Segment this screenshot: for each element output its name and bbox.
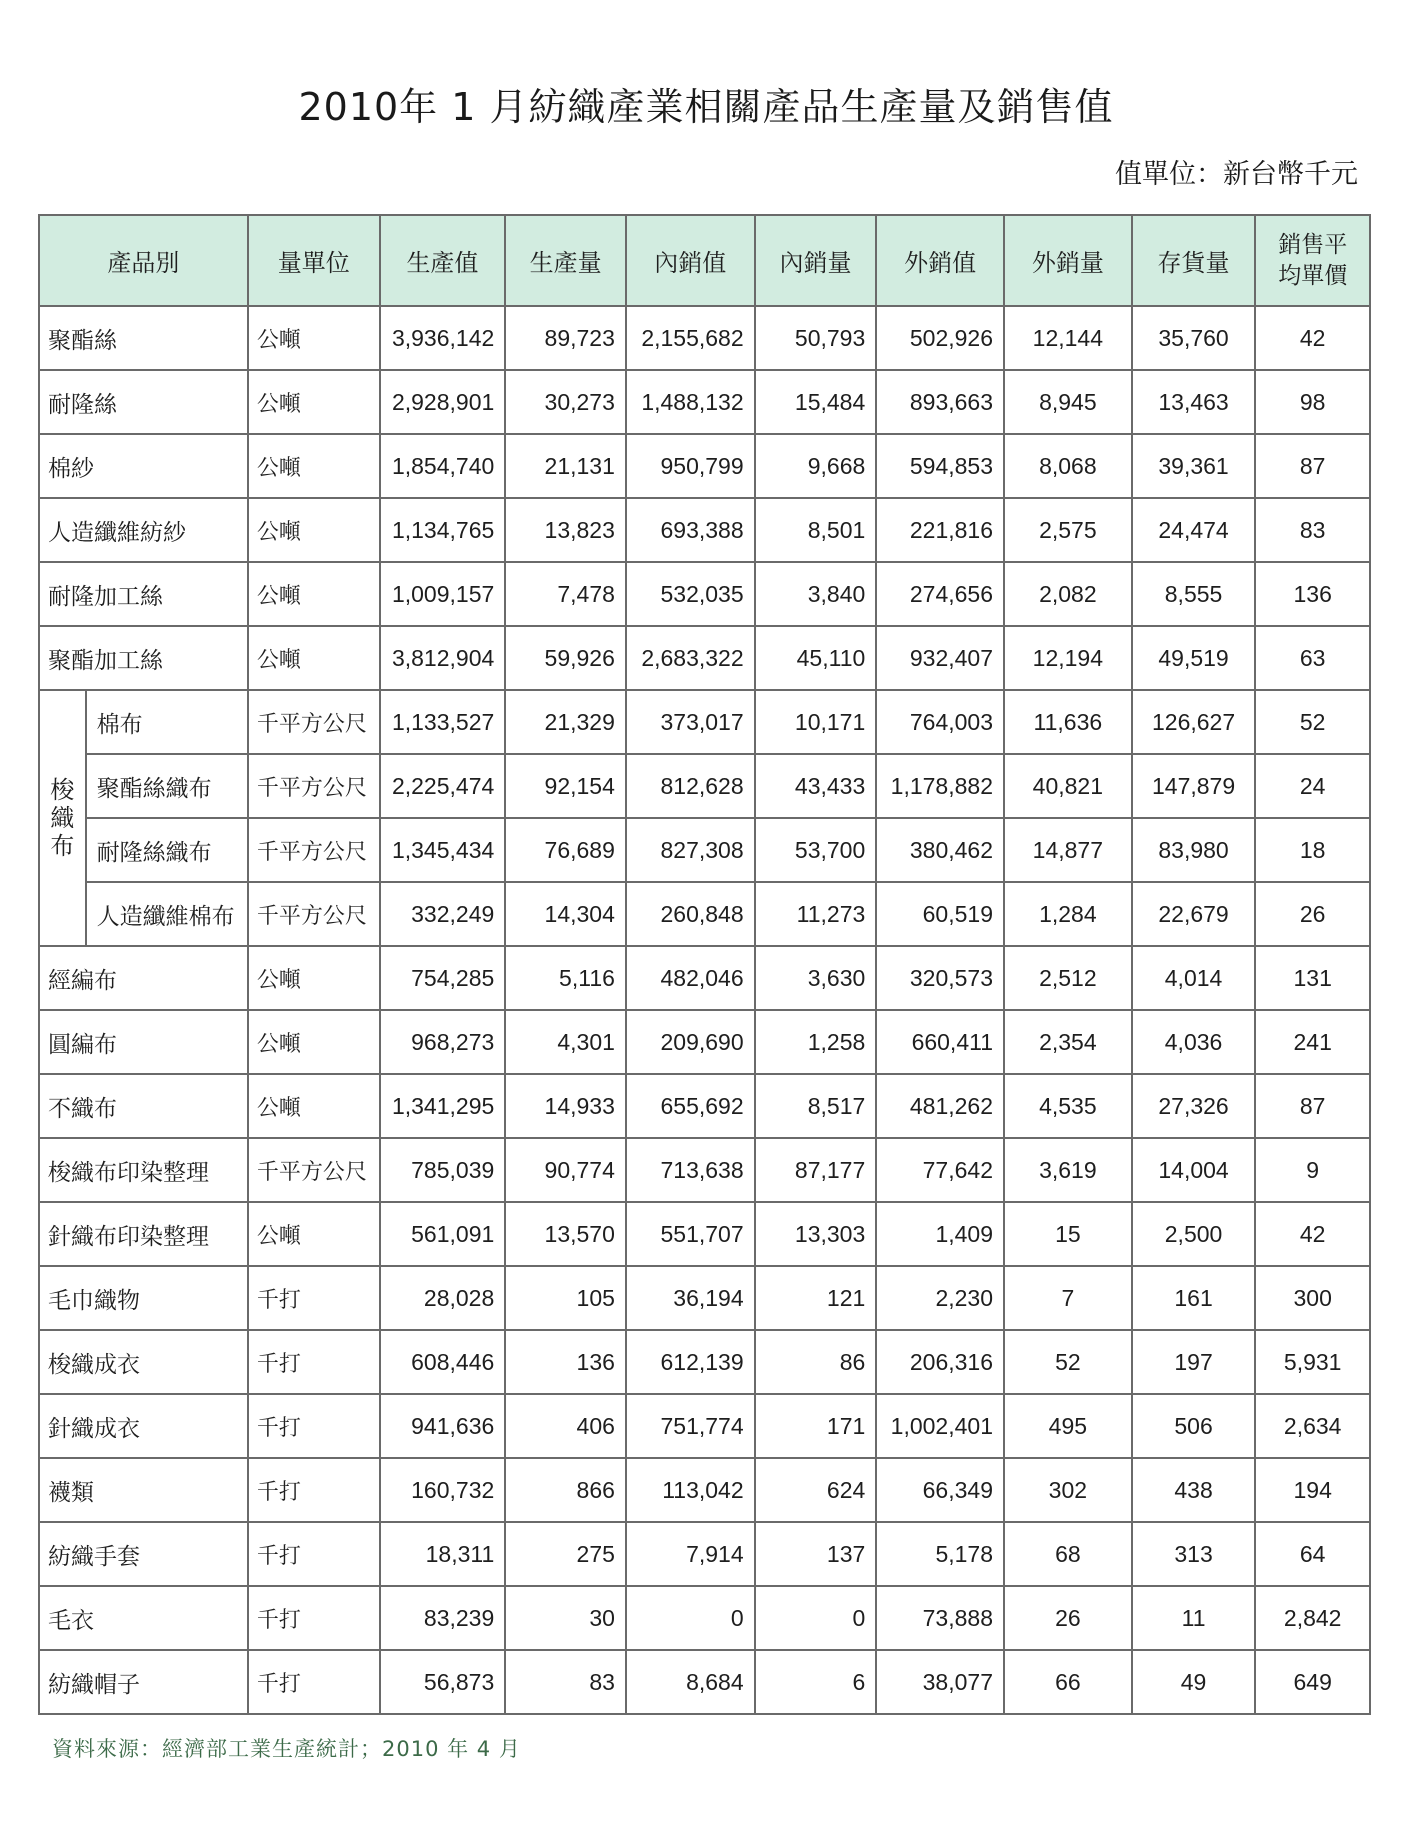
product-name-cell: 聚酯加工絲 bbox=[39, 626, 248, 690]
avg-price-cell: 194 bbox=[1255, 1458, 1370, 1522]
avg-price-cell: 52 bbox=[1255, 690, 1370, 754]
export-value-cell: 38,077 bbox=[876, 1650, 1004, 1714]
production-value-cell: 754,285 bbox=[380, 946, 506, 1010]
product-name-cell: 紡織帽子 bbox=[39, 1650, 248, 1714]
inventory-cell: 4,014 bbox=[1132, 946, 1256, 1010]
production-qty-cell: 13,823 bbox=[505, 498, 626, 562]
table-row bbox=[39, 1586, 1370, 1650]
domestic-qty-cell: 6 bbox=[755, 1650, 877, 1714]
export-qty-cell: 2,575 bbox=[1004, 498, 1132, 562]
unit-cell: 千平方公尺 bbox=[248, 754, 380, 818]
product-name-cell: 經編布 bbox=[39, 946, 248, 1010]
export-qty-cell: 66 bbox=[1004, 1650, 1132, 1714]
product-name-cell: 耐隆絲織布 bbox=[86, 818, 248, 882]
domestic-value-cell: 373,017 bbox=[626, 690, 755, 754]
table-row bbox=[39, 1266, 1370, 1330]
production-value-cell: 83,239 bbox=[380, 1586, 506, 1650]
domestic-value-cell: 2,155,682 bbox=[626, 306, 755, 370]
production-qty-cell: 14,933 bbox=[505, 1074, 626, 1138]
production-qty-cell: 13,570 bbox=[505, 1202, 626, 1266]
domestic-qty-cell: 87,177 bbox=[755, 1138, 877, 1202]
table-row bbox=[39, 1394, 1370, 1458]
inventory-cell: 24,474 bbox=[1132, 498, 1256, 562]
product-name-cell: 耐隆加工絲 bbox=[39, 562, 248, 626]
production-value-cell: 160,732 bbox=[380, 1458, 506, 1522]
unit-cell: 公噸 bbox=[248, 1202, 380, 1266]
header-inventory: 存貨量 bbox=[1132, 215, 1256, 306]
export-qty-cell: 2,354 bbox=[1004, 1010, 1132, 1074]
domestic-value-cell: 260,848 bbox=[626, 882, 755, 946]
export-qty-cell: 3,619 bbox=[1004, 1138, 1132, 1202]
production-qty-cell: 30,273 bbox=[505, 370, 626, 434]
production-value-cell: 3,936,142 bbox=[380, 306, 506, 370]
avg-price-cell: 300 bbox=[1255, 1266, 1370, 1330]
domestic-value-cell: 0 bbox=[626, 1586, 755, 1650]
production-qty-cell: 866 bbox=[505, 1458, 626, 1522]
unit-cell: 千打 bbox=[248, 1330, 380, 1394]
product-name-cell: 聚酯絲織布 bbox=[86, 754, 248, 818]
inventory-cell: 22,679 bbox=[1132, 882, 1256, 946]
production-qty-cell: 4,301 bbox=[505, 1010, 626, 1074]
avg-price-cell: 42 bbox=[1255, 1202, 1370, 1266]
production-value-cell: 1,133,527 bbox=[380, 690, 506, 754]
production-qty-cell: 21,329 bbox=[505, 690, 626, 754]
export-qty-cell: 4,535 bbox=[1004, 1074, 1132, 1138]
domestic-qty-cell: 43,433 bbox=[755, 754, 877, 818]
header-domestic-qty: 內銷量 bbox=[755, 215, 877, 306]
table-row bbox=[39, 882, 1370, 946]
production-value-cell: 2,928,901 bbox=[380, 370, 506, 434]
avg-price-cell: 64 bbox=[1255, 1522, 1370, 1586]
unit-cell: 公噸 bbox=[248, 434, 380, 498]
production-value-cell: 2,225,474 bbox=[380, 754, 506, 818]
avg-price-cell: 87 bbox=[1255, 1074, 1370, 1138]
table-row bbox=[39, 1010, 1370, 1074]
domestic-qty-cell: 3,840 bbox=[755, 562, 877, 626]
domestic-qty-cell: 50,793 bbox=[755, 306, 877, 370]
production-qty-cell: 136 bbox=[505, 1330, 626, 1394]
production-value-cell: 56,873 bbox=[380, 1650, 506, 1714]
export-qty-cell: 495 bbox=[1004, 1394, 1132, 1458]
avg-price-cell: 87 bbox=[1255, 434, 1370, 498]
domestic-value-cell: 827,308 bbox=[626, 818, 755, 882]
export-qty-cell: 26 bbox=[1004, 1586, 1132, 1650]
domestic-qty-cell: 8,501 bbox=[755, 498, 877, 562]
domestic-value-cell: 7,914 bbox=[626, 1522, 755, 1586]
domestic-value-cell: 751,774 bbox=[626, 1394, 755, 1458]
domestic-qty-cell: 45,110 bbox=[755, 626, 877, 690]
avg-price-cell: 649 bbox=[1255, 1650, 1370, 1714]
domestic-value-cell: 36,194 bbox=[626, 1266, 755, 1330]
export-value-cell: 502,926 bbox=[876, 306, 1004, 370]
production-value-cell: 1,134,765 bbox=[380, 498, 506, 562]
domestic-value-cell: 113,042 bbox=[626, 1458, 755, 1522]
data-table-container bbox=[38, 214, 1371, 1715]
production-qty-cell: 14,304 bbox=[505, 882, 626, 946]
production-qty-cell: 90,774 bbox=[505, 1138, 626, 1202]
inventory-cell: 313 bbox=[1132, 1522, 1256, 1586]
production-qty-cell: 30 bbox=[505, 1586, 626, 1650]
unit-cell: 公噸 bbox=[248, 498, 380, 562]
source-note: 資料來源：經濟部工業生產統計；2010 年 4 月 bbox=[52, 1737, 521, 1761]
header-avg-price-line1: 銷售平 bbox=[1278, 231, 1348, 258]
inventory-cell: 8,555 bbox=[1132, 562, 1256, 626]
production-value-cell: 1,341,295 bbox=[380, 1074, 506, 1138]
production-qty-cell: 83 bbox=[505, 1650, 626, 1714]
domestic-value-cell: 482,046 bbox=[626, 946, 755, 1010]
table-row bbox=[39, 434, 1370, 498]
export-qty-cell: 8,945 bbox=[1004, 370, 1132, 434]
header-avg-price bbox=[1255, 215, 1370, 306]
production-qty-cell: 105 bbox=[505, 1266, 626, 1330]
domestic-qty-cell: 8,517 bbox=[755, 1074, 877, 1138]
export-value-cell: 1,178,882 bbox=[876, 754, 1004, 818]
export-value-cell: 660,411 bbox=[876, 1010, 1004, 1074]
domestic-qty-cell: 0 bbox=[755, 1586, 877, 1650]
domestic-value-cell: 612,139 bbox=[626, 1330, 755, 1394]
domestic-qty-cell: 171 bbox=[755, 1394, 877, 1458]
production-qty-cell: 76,689 bbox=[505, 818, 626, 882]
export-value-cell: 380,462 bbox=[876, 818, 1004, 882]
table-row bbox=[39, 562, 1370, 626]
inventory-cell: 83,980 bbox=[1132, 818, 1256, 882]
domestic-qty-cell: 86 bbox=[755, 1330, 877, 1394]
production-value-cell: 561,091 bbox=[380, 1202, 506, 1266]
table-row bbox=[39, 1650, 1370, 1714]
table-row bbox=[39, 1330, 1370, 1394]
domestic-value-cell: 209,690 bbox=[626, 1010, 755, 1074]
export-value-cell: 206,316 bbox=[876, 1330, 1004, 1394]
inventory-cell: 49 bbox=[1132, 1650, 1256, 1714]
export-value-cell: 2,230 bbox=[876, 1266, 1004, 1330]
unit-cell: 千打 bbox=[248, 1586, 380, 1650]
export-value-cell: 1,002,401 bbox=[876, 1394, 1004, 1458]
export-value-cell: 66,349 bbox=[876, 1458, 1004, 1522]
header-avg-price-line2: 均單價 bbox=[1278, 262, 1348, 289]
table-row bbox=[39, 754, 1370, 818]
unit-cell: 公噸 bbox=[248, 946, 380, 1010]
inventory-cell: 161 bbox=[1132, 1266, 1256, 1330]
production-value-cell: 1,854,740 bbox=[380, 434, 506, 498]
product-name-cell: 毛衣 bbox=[39, 1586, 248, 1650]
domestic-qty-cell: 121 bbox=[755, 1266, 877, 1330]
header-production-value: 生產值 bbox=[380, 215, 506, 306]
inventory-cell: 35,760 bbox=[1132, 306, 1256, 370]
table-row bbox=[39, 1522, 1370, 1586]
domestic-value-cell: 713,638 bbox=[626, 1138, 755, 1202]
product-name-cell: 梭織布印染整理 bbox=[39, 1138, 248, 1202]
export-qty-cell: 7 bbox=[1004, 1266, 1132, 1330]
export-qty-cell: 12,194 bbox=[1004, 626, 1132, 690]
production-value-cell: 608,446 bbox=[380, 1330, 506, 1394]
export-qty-cell: 12,144 bbox=[1004, 306, 1132, 370]
product-name-cell: 耐隆絲 bbox=[39, 370, 248, 434]
table-row bbox=[39, 370, 1370, 434]
export-qty-cell: 14,877 bbox=[1004, 818, 1132, 882]
export-qty-cell: 15 bbox=[1004, 1202, 1132, 1266]
avg-price-cell: 131 bbox=[1255, 946, 1370, 1010]
avg-price-cell: 18 bbox=[1255, 818, 1370, 882]
product-name-cell: 襪類 bbox=[39, 1458, 248, 1522]
domestic-value-cell: 8,684 bbox=[626, 1650, 755, 1714]
inventory-cell: 438 bbox=[1132, 1458, 1256, 1522]
avg-price-cell: 63 bbox=[1255, 626, 1370, 690]
unit-cell: 千平方公尺 bbox=[248, 690, 380, 754]
production-value-cell: 332,249 bbox=[380, 882, 506, 946]
avg-price-cell: 2,634 bbox=[1255, 1394, 1370, 1458]
inventory-cell: 506 bbox=[1132, 1394, 1256, 1458]
avg-price-cell: 83 bbox=[1255, 498, 1370, 562]
export-value-cell: 221,816 bbox=[876, 498, 1004, 562]
export-value-cell: 320,573 bbox=[876, 946, 1004, 1010]
export-value-cell: 77,642 bbox=[876, 1138, 1004, 1202]
product-name-cell: 不織布 bbox=[39, 1074, 248, 1138]
export-value-cell: 932,407 bbox=[876, 626, 1004, 690]
production-value-cell: 785,039 bbox=[380, 1138, 506, 1202]
avg-price-cell: 24 bbox=[1255, 754, 1370, 818]
product-name-cell: 棉布 bbox=[86, 690, 248, 754]
unit-cell: 千平方公尺 bbox=[248, 818, 380, 882]
unit-cell: 公噸 bbox=[248, 562, 380, 626]
inventory-cell: 147,879 bbox=[1132, 754, 1256, 818]
product-name-cell: 聚酯絲 bbox=[39, 306, 248, 370]
production-qty-cell: 59,926 bbox=[505, 626, 626, 690]
avg-price-cell: 2,842 bbox=[1255, 1586, 1370, 1650]
domestic-qty-cell: 53,700 bbox=[755, 818, 877, 882]
domestic-qty-cell: 3,630 bbox=[755, 946, 877, 1010]
export-qty-cell: 52 bbox=[1004, 1330, 1132, 1394]
inventory-cell: 13,463 bbox=[1132, 370, 1256, 434]
inventory-cell: 14,004 bbox=[1132, 1138, 1256, 1202]
production-qty-cell: 89,723 bbox=[505, 306, 626, 370]
export-value-cell: 274,656 bbox=[876, 562, 1004, 626]
export-value-cell: 5,178 bbox=[876, 1522, 1004, 1586]
table-row bbox=[39, 818, 1370, 882]
avg-price-cell: 9 bbox=[1255, 1138, 1370, 1202]
domestic-value-cell: 532,035 bbox=[626, 562, 755, 626]
page-title: 2010年 1 月紡織產業相關產品生產量及銷售值 bbox=[298, 85, 1114, 129]
product-name-cell: 毛巾織物 bbox=[39, 1266, 248, 1330]
export-value-cell: 73,888 bbox=[876, 1586, 1004, 1650]
unit-cell: 公噸 bbox=[248, 306, 380, 370]
product-name-cell: 人造纖維棉布 bbox=[86, 882, 248, 946]
inventory-cell: 4,036 bbox=[1132, 1010, 1256, 1074]
avg-price-cell: 241 bbox=[1255, 1010, 1370, 1074]
table-row bbox=[39, 1074, 1370, 1138]
production-value-cell: 941,636 bbox=[380, 1394, 506, 1458]
unit-cell: 公噸 bbox=[248, 1010, 380, 1074]
export-value-cell: 481,262 bbox=[876, 1074, 1004, 1138]
inventory-cell: 11 bbox=[1132, 1586, 1256, 1650]
inventory-cell: 39,361 bbox=[1132, 434, 1256, 498]
export-value-cell: 594,853 bbox=[876, 434, 1004, 498]
production-qty-cell: 21,131 bbox=[505, 434, 626, 498]
domestic-qty-cell: 137 bbox=[755, 1522, 877, 1586]
table-row bbox=[39, 1202, 1370, 1266]
production-value-cell: 3,812,904 bbox=[380, 626, 506, 690]
production-value-cell: 1,345,434 bbox=[380, 818, 506, 882]
avg-price-cell: 42 bbox=[1255, 306, 1370, 370]
header-product: 產品別 bbox=[39, 215, 248, 306]
domestic-qty-cell: 624 bbox=[755, 1458, 877, 1522]
header-domestic-value: 內銷值 bbox=[626, 215, 755, 306]
domestic-value-cell: 950,799 bbox=[626, 434, 755, 498]
production-value-cell: 28,028 bbox=[380, 1266, 506, 1330]
domestic-value-cell: 551,707 bbox=[626, 1202, 755, 1266]
unit-cell: 公噸 bbox=[248, 1074, 380, 1138]
header-unit: 量單位 bbox=[248, 215, 380, 306]
production-value-cell: 18,311 bbox=[380, 1522, 506, 1586]
unit-cell: 千打 bbox=[248, 1266, 380, 1330]
product-name-cell: 針織成衣 bbox=[39, 1394, 248, 1458]
table-body bbox=[39, 306, 1370, 1714]
unit-cell: 千打 bbox=[248, 1394, 380, 1458]
unit-cell: 千打 bbox=[248, 1458, 380, 1522]
export-qty-cell: 302 bbox=[1004, 1458, 1132, 1522]
production-qty-cell: 7,478 bbox=[505, 562, 626, 626]
product-name-cell: 人造纖維紡紗 bbox=[39, 498, 248, 562]
production-qty-cell: 406 bbox=[505, 1394, 626, 1458]
header-export-value: 外銷值 bbox=[876, 215, 1004, 306]
inventory-cell: 2,500 bbox=[1132, 1202, 1256, 1266]
production-value-cell: 1,009,157 bbox=[380, 562, 506, 626]
production-sales-table bbox=[38, 214, 1371, 1715]
domestic-qty-cell: 15,484 bbox=[755, 370, 877, 434]
unit-cell: 千打 bbox=[248, 1522, 380, 1586]
table-row bbox=[39, 306, 1370, 370]
unit-cell: 千平方公尺 bbox=[248, 882, 380, 946]
avg-price-cell: 5,931 bbox=[1255, 1330, 1370, 1394]
unit-cell: 千打 bbox=[248, 1650, 380, 1714]
product-name-cell: 針織布印染整理 bbox=[39, 1202, 248, 1266]
table-row bbox=[39, 498, 1370, 562]
product-name-cell: 圓編布 bbox=[39, 1010, 248, 1074]
export-qty-cell: 8,068 bbox=[1004, 434, 1132, 498]
export-value-cell: 1,409 bbox=[876, 1202, 1004, 1266]
export-value-cell: 893,663 bbox=[876, 370, 1004, 434]
export-qty-cell: 40,821 bbox=[1004, 754, 1132, 818]
header-export-qty: 外銷量 bbox=[1004, 215, 1132, 306]
product-name-cell: 棉紗 bbox=[39, 434, 248, 498]
export-qty-cell: 1,284 bbox=[1004, 882, 1132, 946]
header-row bbox=[39, 215, 1370, 306]
domestic-qty-cell: 11,273 bbox=[755, 882, 877, 946]
inventory-cell: 197 bbox=[1132, 1330, 1256, 1394]
unit-note: 值單位：新台幣千元 bbox=[1115, 159, 1358, 190]
production-qty-cell: 92,154 bbox=[505, 754, 626, 818]
domestic-qty-cell: 1,258 bbox=[755, 1010, 877, 1074]
product-name-cell: 紡織手套 bbox=[39, 1522, 248, 1586]
production-qty-cell: 5,116 bbox=[505, 946, 626, 1010]
production-qty-cell: 275 bbox=[505, 1522, 626, 1586]
domestic-qty-cell: 9,668 bbox=[755, 434, 877, 498]
export-qty-cell: 2,512 bbox=[1004, 946, 1132, 1010]
export-qty-cell: 68 bbox=[1004, 1522, 1132, 1586]
domestic-value-cell: 812,628 bbox=[626, 754, 755, 818]
inventory-cell: 126,627 bbox=[1132, 690, 1256, 754]
header-production-qty: 生產量 bbox=[505, 215, 626, 306]
domestic-value-cell: 693,388 bbox=[626, 498, 755, 562]
avg-price-cell: 98 bbox=[1255, 370, 1370, 434]
domestic-value-cell: 1,488,132 bbox=[626, 370, 755, 434]
table-row bbox=[39, 946, 1370, 1010]
group-label-cell: 梭織布 bbox=[39, 690, 86, 946]
domestic-qty-cell: 13,303 bbox=[755, 1202, 877, 1266]
export-value-cell: 60,519 bbox=[876, 882, 1004, 946]
table-row bbox=[39, 1458, 1370, 1522]
production-value-cell: 968,273 bbox=[380, 1010, 506, 1074]
inventory-cell: 27,326 bbox=[1132, 1074, 1256, 1138]
table-row bbox=[39, 626, 1370, 690]
unit-cell: 公噸 bbox=[248, 370, 380, 434]
domestic-value-cell: 2,683,322 bbox=[626, 626, 755, 690]
table-row bbox=[39, 690, 1370, 754]
product-name-cell: 梭織成衣 bbox=[39, 1330, 248, 1394]
export-qty-cell: 2,082 bbox=[1004, 562, 1132, 626]
domestic-qty-cell: 10,171 bbox=[755, 690, 877, 754]
unit-cell: 公噸 bbox=[248, 626, 380, 690]
export-value-cell: 764,003 bbox=[876, 690, 1004, 754]
avg-price-cell: 136 bbox=[1255, 562, 1370, 626]
domestic-value-cell: 655,692 bbox=[626, 1074, 755, 1138]
table-row bbox=[39, 1138, 1370, 1202]
export-qty-cell: 11,636 bbox=[1004, 690, 1132, 754]
inventory-cell: 49,519 bbox=[1132, 626, 1256, 690]
avg-price-cell: 26 bbox=[1255, 882, 1370, 946]
unit-cell: 千平方公尺 bbox=[248, 1138, 380, 1202]
